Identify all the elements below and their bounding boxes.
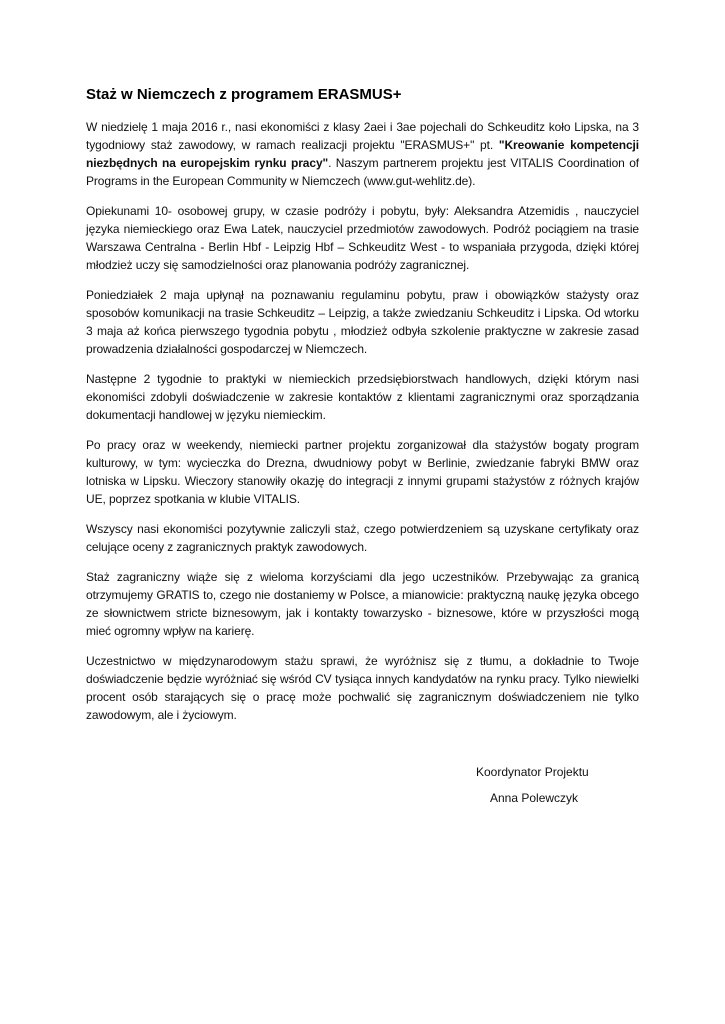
- paragraph-internships: Następne 2 tygodnie to praktyki w niemieckich przedsiębiorstwach handlowych, dzięki którym nasi ekonomiści zdobyli doświadczenie w zakresie kontaktów z klientami zagranicznymi oraz sporządzania dokumentacji handlowej w języku niemieckim.: [86, 372, 639, 422]
- signature-name: Anna Polewczyk: [490, 791, 579, 805]
- paragraph-supervisors: Opiekunami 10- osobowej grupy, w czasie podróży i pobytu, były: Aleksandra Atzemidis , nauczyciel języka niemieckiego oraz Ewa Latek, nauczyciel przedmiotów zawodowych. Podróż pociągiem na trasie Warszawa Centralna - Berlin Hbf - Leipzig Hbf – Schkeuditz West - to wspaniała przygoda, dzięki której młodzież uczy się samodzielności oraz planowania podróży zagranicznej.: [86, 204, 639, 272]
- paragraph-first-days: Poniedziałek 2 maja upłynął na poznawaniu regulaminu pobytu, praw i obowiązków stażysty oraz sposobów komunikacji na trasie Schkeuditz – Leipzig, a także zwiedzaniu Schkeuditz i Lipska. Od wtorku 3 maja aż końca pierwszego tygodnia pobytu , młodzież odbyła szkolenie praktyczne w zakresie zasad prowadzenia działalności gospodarczej w Niemczech.: [86, 288, 639, 356]
- paragraph-results: Wszyscy nasi ekonomiści pozytywnie zaliczyli staż, czego potwierdzeniem są uzyskane certyfikaty oraz celujące oceny z zagranicznych praktyk zawodowych.: [86, 522, 639, 554]
- paragraph-intro-text: W niedzielę 1 maja 2016 r., nasi ekonomiści z klasy 2aei i 3ae pojechali do Schkeuditz koło Lipska, na 3 tygodniowy staż zawodowy, w ramach realizacji projektu "ERASMUS+" pt.: [86, 120, 639, 152]
- paragraph-intro: [86, 118, 639, 190]
- document-body: [86, 86, 639, 736]
- paragraph-intro-tail: . Naszym partnerem projektu jest VITALIS Coordination of Programs in the European Community w Niemczech (www.gut-wehlitz.de).: [86, 156, 640, 188]
- paragraph-conclusion: Uczestnictwo w międzynarodowym stażu sprawi, że wyróżnisz się z tłumu, a dokładnie to Twoje doświadczenie będzie wyróżniać się wśród CV tysiąca innych kandydatów na rynku pracy. Tylko niewielki procent osób starających się o pracę może pochwalić się zagranicznym doświadczeniem nie tylko zawodowym, ale i życiowym.: [86, 654, 639, 722]
- paragraph-benefits: Staż zagraniczny wiąże się z wieloma korzyściami dla jego uczestników. Przebywając za granicą otrzymujemy GRATIS to, czego nie dostaniemy w Polsce, a mianowicie: praktyczną naukę języka obcego ze słownictwem stricte biznesowym, jak i kontakty towarzysko - biznesowe, które w przyszłości mogą mieć ogromny wpływ na karierę.: [86, 570, 639, 638]
- document-title: Staż w Niemczech z programem ERASMUS+: [86, 86, 402, 103]
- project-title-bold: "Kreowanie kompetencji niezbędnych na europejskim rynku pracy": [86, 138, 639, 170]
- signature-role: Koordynator Projektu: [476, 765, 589, 779]
- paragraph-cultural-program: Po pracy oraz w weekendy, niemiecki partner projektu zorganizował dla stażystów bogaty program kulturowy, w tym: wycieczka do Drezna, dwudniowy pobyt w Berlinie, zwiedzanie fabryki BMW oraz lotniska w Lipsku. Wieczory stanowiły okazję do integracji z innymi grupami stażystów z różnych krajów UE, poprzez spotkania w klubie VITALIS.: [86, 438, 639, 506]
